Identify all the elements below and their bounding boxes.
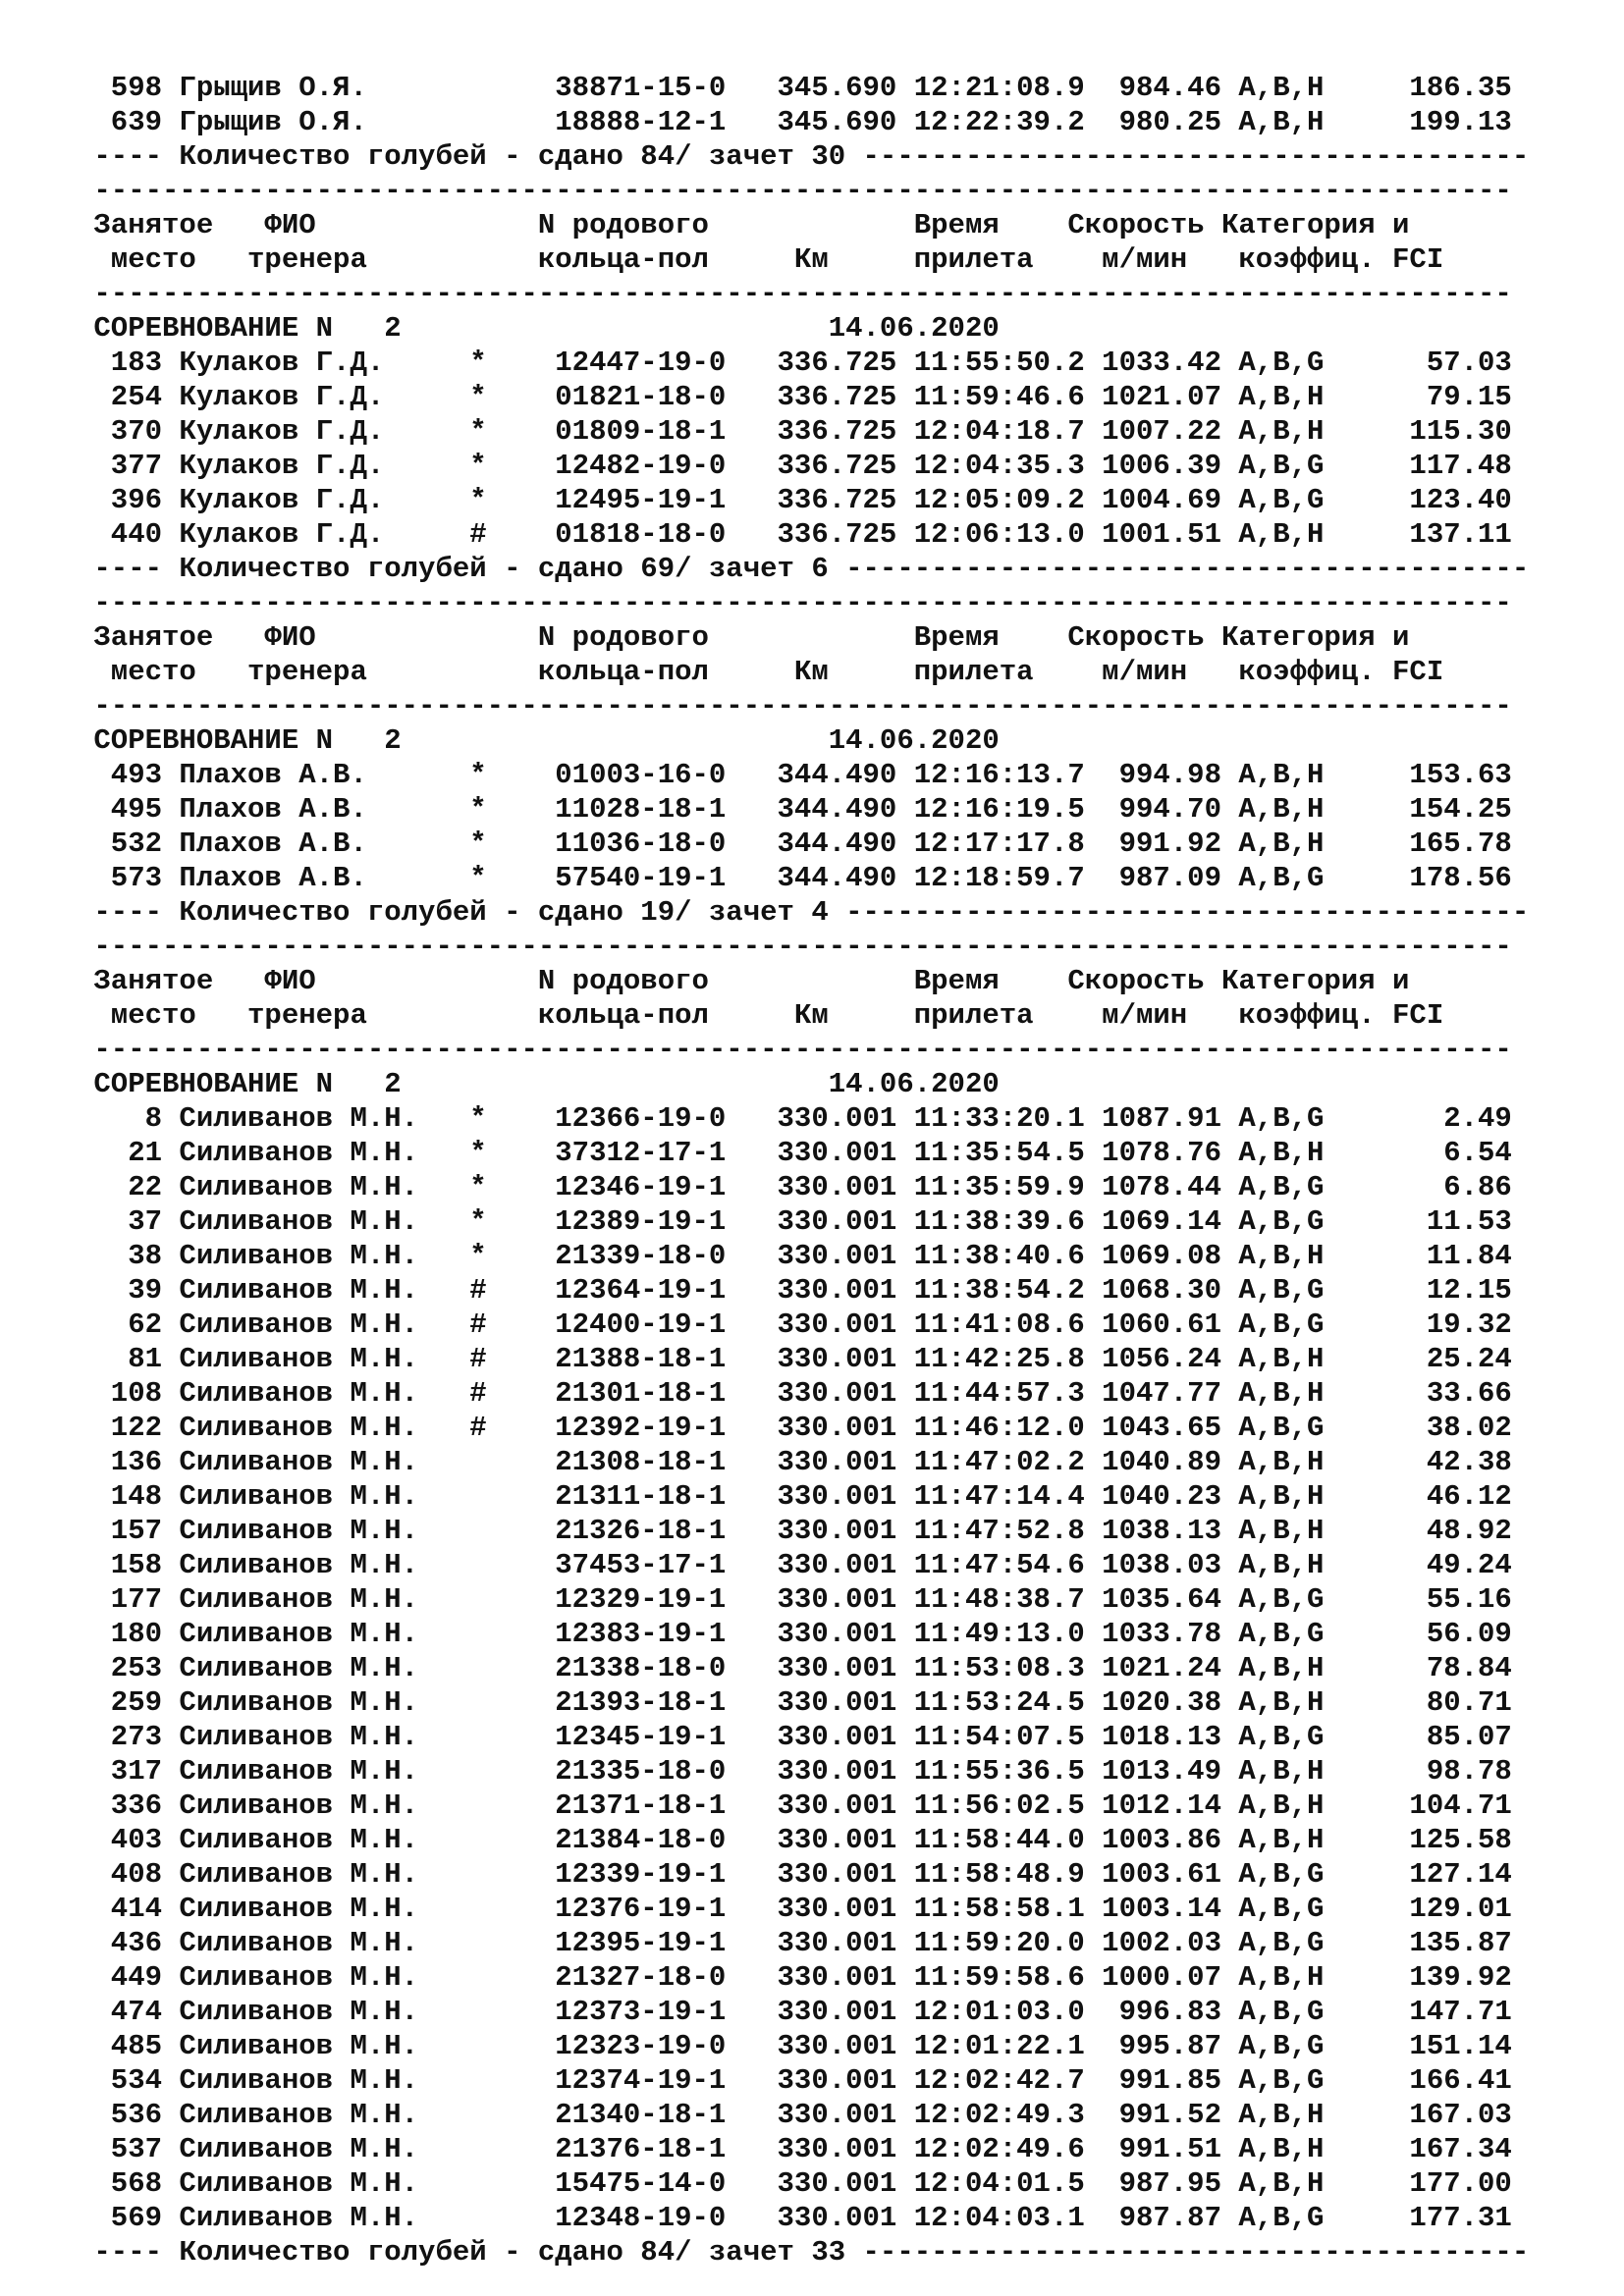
column-header-line: Занятое ФИО N родового Время Скорость Категория и (77, 965, 1410, 997)
result-row: 532 Плахов А.В. * 11036-18-0 344.490 12:17:17.8 991.92 A,B,H 165.78 (77, 828, 1512, 860)
column-header-line: место тренера кольца-пол Км прилета м/мин коэффиц. FCI (77, 243, 1444, 276)
separator-line: ----------------------------------------------------------------------------------- (77, 175, 1512, 207)
result-row: 38 Силиванов М.Н. * 21339-18-0 330.001 11:38:40.6 1069.08 A,B,H 11.84 (77, 1240, 1512, 1272)
result-row: 537 Силиванов М.Н. 21376-18-1 330.001 12:02:49.6 991.51 A,B,H 167.34 (77, 2133, 1512, 2165)
result-row: 81 Силиванов М.Н. # 21388-18-1 330.001 11:42:25.8 1056.24 A,B,H 25.24 (77, 1343, 1512, 1375)
competition-heading: СОРЕВНОВАНИЕ N 2 14.06.2020 (77, 724, 1000, 757)
result-row: 403 Силиванов М.Н. 21384-18-0 330.001 11:58:44.0 1003.86 A,B,H 125.58 (77, 1824, 1512, 1856)
result-row: 259 Силиванов М.Н. 21393-18-1 330.001 11:53:24.5 1020.38 A,B,H 80.71 (77, 1686, 1512, 1719)
competition-heading: СОРЕВНОВАНИЕ N 2 14.06.2020 (77, 312, 1000, 345)
result-row: 377 Кулаков Г.Д. * 12482-19-0 336.725 12:04:35.3 1006.39 A,B,G 117.48 (77, 450, 1512, 482)
result-row: 493 Плахов А.В. * 01003-16-0 344.490 12:16:13.7 994.98 A,B,H 153.63 (77, 759, 1512, 791)
result-row: 436 Силиванов М.Н. 12395-19-1 330.001 11:59:20.0 1002.03 A,B,G 135.87 (77, 1927, 1512, 1959)
pigeon-count-summary: ---- Количество голубей - сдано 84/ зачет 33 --------------------------------------- (77, 2236, 1530, 2269)
result-row: 148 Силиванов М.Н. 21311-18-1 330.001 11:47:14.4 1040.23 A,B,H 46.12 (77, 1480, 1512, 1513)
result-row: 414 Силиванов М.Н. 12376-19-1 330.001 11:58:58.1 1003.14 A,B,G 129.01 (77, 1893, 1512, 1925)
result-row: 8 Силиванов М.Н. * 12366-19-0 330.001 11:33:20.1 1087.91 A,B,G 2.49 (77, 1102, 1512, 1135)
column-header-line: Занятое ФИО N родового Время Скорость Категория и (77, 621, 1410, 654)
result-row: 22 Силиванов М.Н. * 12346-19-1 330.001 11:35:59.9 1078.44 A,B,G 6.86 (77, 1171, 1512, 1203)
result-row: 136 Силиванов М.Н. 21308-18-1 330.001 11:47:02.2 1040.89 A,B,H 42.38 (77, 1446, 1512, 1478)
result-row: 254 Кулаков Г.Д. * 01821-18-0 336.725 11:59:46.6 1021.07 A,B,H 79.15 (77, 381, 1512, 413)
result-row: 536 Силиванов М.Н. 21340-18-1 330.001 12:02:49.3 991.52 A,B,H 167.03 (77, 2099, 1512, 2131)
column-header-line: Занятое ФИО N родового Время Скорость Категория и (77, 209, 1410, 241)
result-row: 157 Силиванов М.Н. 21326-18-1 330.001 11:47:52.8 1038.13 A,B,H 48.92 (77, 1515, 1512, 1547)
column-header-line: место тренера кольца-пол Км прилета м/мин коэффиц. FCI (77, 999, 1444, 1032)
separator-line: ----------------------------------------------------------------------------------- (77, 690, 1512, 722)
result-row: 180 Силиванов М.Н. 12383-19-1 330.001 11:49:13.0 1033.78 A,B,G 56.09 (77, 1618, 1512, 1650)
result-row: 396 Кулаков Г.Д. * 12495-19-1 336.725 12:05:09.2 1004.69 A,B,G 123.40 (77, 484, 1512, 516)
result-row: 495 Плахов А.В. * 11028-18-1 344.490 12:16:19.5 994.70 A,B,H 154.25 (77, 793, 1512, 826)
result-row: 62 Силиванов М.Н. # 12400-19-1 330.001 11:41:08.6 1060.61 A,B,G 19.32 (77, 1308, 1512, 1341)
result-row: 37 Силиванов М.Н. * 12389-19-1 330.001 11:38:39.6 1069.14 A,B,G 11.53 (77, 1205, 1512, 1238)
result-row: 573 Плахов А.В. * 57540-19-1 344.490 12:18:59.7 987.09 A,B,G 178.56 (77, 862, 1512, 894)
result-row: 639 Грыщив О.Я. 18888-12-1 345.690 12:22:39.2 980.25 A,B,H 199.13 (77, 106, 1512, 138)
result-row: 485 Силиванов М.Н. 12323-19-0 330.001 12:01:22.1 995.87 A,B,G 151.14 (77, 2030, 1512, 2062)
competition-heading: СОРЕВНОВАНИЕ N 2 14.06.2020 (77, 1068, 1000, 1100)
result-row: 253 Силиванов М.Н. 21338-18-0 330.001 11:53:08.3 1021.24 A,B,H 78.84 (77, 1652, 1512, 1684)
result-row: 108 Силиванов М.Н. # 21301-18-1 330.001 11:44:57.3 1047.77 A,B,H 33.66 (77, 1377, 1512, 1410)
result-row: 598 Грыщив О.Я. 38871-15-0 345.690 12:21:08.9 984.46 A,B,H 186.35 (77, 72, 1512, 104)
separator-line: ----------------------------------------------------------------------------------- (77, 278, 1512, 310)
result-row: 336 Силиванов М.Н. 21371-18-1 330.001 11:56:02.5 1012.14 A,B,H 104.71 (77, 1789, 1512, 1822)
result-row: 569 Силиванов М.Н. 12348-19-0 330.001 12:04:03.1 987.87 A,B,G 177.31 (77, 2202, 1512, 2234)
result-row: 440 Кулаков Г.Д. # 01818-18-0 336.725 12:06:13.0 1001.51 A,B,H 137.11 (77, 518, 1512, 551)
result-row: 449 Силиванов М.Н. 21327-18-0 330.001 11:59:58.6 1000.07 A,B,H 139.92 (77, 1961, 1512, 1994)
result-row: 39 Силиванов М.Н. # 12364-19-1 330.001 11:38:54.2 1068.30 A,B,G 12.15 (77, 1274, 1512, 1307)
separator-line: ----------------------------------------------------------------------------------- (77, 587, 1512, 619)
pigeon-count-summary: ---- Количество голубей - сдано 69/ зачет 6 ---------------------------------------- (77, 553, 1530, 585)
result-row: 317 Силиванов М.Н. 21335-18-0 330.001 11:55:36.5 1013.49 A,B,H 98.78 (77, 1755, 1512, 1788)
pigeon-count-summary: ---- Количество голубей - сдано 84/ зачет 30 --------------------------------------- (77, 140, 1530, 173)
result-row: 21 Силиванов М.Н. * 37312-17-1 330.001 11:35:54.5 1078.76 A,B,H 6.54 (77, 1137, 1512, 1169)
result-row: 408 Силиванов М.Н. 12339-19-1 330.001 11:58:48.9 1003.61 A,B,G 127.14 (77, 1858, 1512, 1891)
separator-line: ----------------------------------------------------------------------------------- (77, 931, 1512, 963)
result-row: 158 Силиванов М.Н. 37453-17-1 330.001 11:47:54.6 1038.03 A,B,H 49.24 (77, 1549, 1512, 1581)
result-row: 568 Силиванов М.Н. 15475-14-0 330.001 12:04:01.5 987.95 A,B,H 177.00 (77, 2167, 1512, 2200)
result-row: 177 Силиванов М.Н. 12329-19-1 330.001 11:48:38.7 1035.64 A,B,G 55.16 (77, 1583, 1512, 1616)
pigeon-count-summary: ---- Количество голубей - сдано 19/ зачет 4 ---------------------------------------- (77, 896, 1530, 929)
separator-line: ----------------------------------------------------------------------------------- (77, 1034, 1512, 1066)
result-row: 273 Силиванов М.Н. 12345-19-1 330.001 11:54:07.5 1018.13 A,B,G 85.07 (77, 1721, 1512, 1753)
result-row: 183 Кулаков Г.Д. * 12447-19-0 336.725 11:55:50.2 1033.42 A,B,G 57.03 (77, 347, 1512, 379)
result-row: 474 Силиванов М.Н. 12373-19-1 330.001 12:01:03.0 996.83 A,B,G 147.71 (77, 1996, 1512, 2028)
result-row: 370 Кулаков Г.Д. * 01809-18-1 336.725 12:04:18.7 1007.22 A,B,H 115.30 (77, 415, 1512, 448)
result-row: 534 Силиванов М.Н. 12374-19-1 330.001 12:02:42.7 991.85 A,B,G 166.41 (77, 2064, 1512, 2097)
results-printout (77, 71, 1529, 2269)
result-row: 122 Силиванов М.Н. # 12392-19-1 330.001 11:46:12.0 1043.65 A,B,G 38.02 (77, 1412, 1512, 1444)
column-header-line: место тренера кольца-пол Км прилета м/мин коэффиц. FCI (77, 656, 1444, 688)
